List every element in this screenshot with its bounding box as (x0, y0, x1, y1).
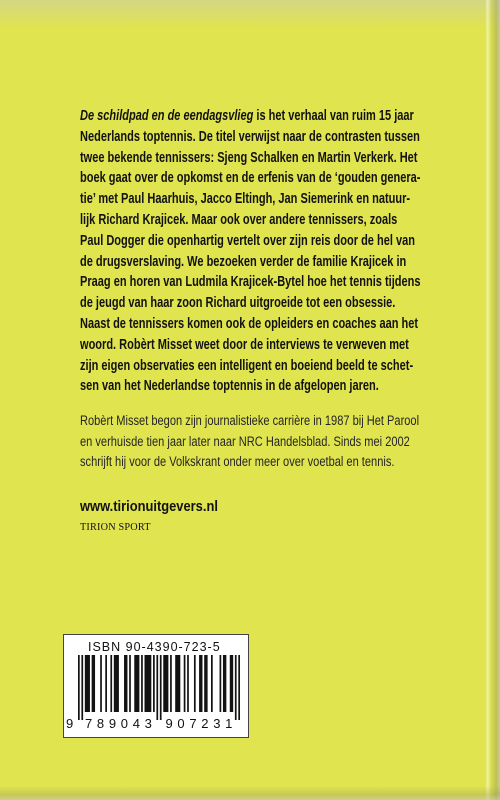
isbn-barcode (63, 634, 249, 738)
barcode-bar (134, 655, 139, 712)
barcode-bar (223, 655, 226, 712)
barcode-bar (92, 655, 95, 712)
isbn-label: ISBN 90-4390-723-5 (88, 640, 221, 654)
barcode-bar (145, 655, 152, 712)
barcode-bar (129, 655, 131, 712)
blurb-paragraph (80, 106, 420, 397)
barcode-bar (100, 655, 102, 712)
blurb-line: sen van het Nederlandse toptennis in de afgelopen jaren. (80, 378, 379, 395)
bio-line: en verhuisde tien jaar later naar NRC Handelsblad. Sinds mei 2002 (80, 433, 410, 449)
blurb-line: zijn eigen observaties een intelligent en boeiend beeld te schet- (80, 357, 414, 374)
barcode-guard-bar (238, 655, 240, 720)
barcode-bar (184, 655, 186, 712)
barcode-bar (220, 655, 222, 712)
barcode-bar (194, 655, 196, 712)
barcode-bar (211, 655, 213, 712)
barcode-guard-bar (81, 655, 83, 720)
barcode-bar (199, 655, 202, 712)
barcode-bar (204, 655, 207, 712)
barcode-bar (170, 655, 172, 712)
barcode-bar (153, 655, 155, 712)
scan-top-edge (0, 0, 500, 28)
blurb-line: Praag en horen van Ludmila Krajicek-Bytel hoe het tennis tijdens (80, 274, 421, 291)
blurb-line: de drugsverslaving. We bezoeken verder de familie Krajicek in (80, 253, 407, 270)
barcode-digits-right: 907231 (165, 716, 238, 731)
barcode-bar (163, 655, 168, 712)
barcode-guard-bar (78, 655, 80, 720)
author-bio (80, 411, 419, 473)
publisher-website: www.tirionuitgevers.nl (80, 499, 218, 515)
blurb-line: Nederlands toptennis. De titel verwijst naar de contrasten tussen (80, 128, 420, 145)
barcode-bar (85, 655, 90, 712)
barcode-bar (110, 655, 112, 712)
book-right-edge (485, 0, 500, 800)
barcode-digit-prefix: 9 (66, 716, 74, 731)
blurb-line: tie’ met Paul Haarhuis, Jacco Eltingh, Jan Siemerink en natuur- (80, 191, 411, 208)
barcode-bar (187, 655, 189, 712)
bio-line: Robèrt Misset begon zijn journalistieke carrière in 1987 bij Het Parool (80, 413, 420, 428)
blurb-line: lijk Richard Krajicek. Maar ook over andere tennissers, zoals (80, 211, 398, 228)
book-bottom-edge (0, 786, 500, 800)
bio-line: schrijft hij voor de Volkskrant onder meer over voetbal en tennis. (80, 454, 395, 469)
barcode-guard-bar (160, 655, 162, 720)
barcode-digits-left: 789043 (85, 716, 157, 731)
barcode-bar (175, 655, 180, 712)
blurb-line-text: is het verhaal van ruim 15 jaar (256, 108, 414, 124)
barcode-bar (230, 655, 233, 712)
blurb-line: Paul Dogger die openhartig vertelt over zijn reis door de hel van (80, 232, 415, 249)
blurb-line (80, 106, 420, 127)
barcode-bars (78, 655, 240, 721)
blurb-line: Naast de tennissers komen ook de opleiders en coaches aan het (80, 315, 419, 332)
blurb-line: de jeugd van haar zoon Richard uitgroeide tot een obsessie. (80, 295, 396, 312)
blurb-line: boek gaat over de opkomst en de erfenis van de ‘gouden genera- (80, 170, 421, 187)
book-title: De schildpad en de eendagsvlieg (80, 108, 254, 124)
barcode-guard-bar (156, 655, 158, 720)
barcode-bar (105, 655, 107, 712)
barcode-bar (114, 655, 119, 712)
publisher-imprint: TIRION SPORT (80, 521, 151, 533)
blurb-line: woord. Robèrt Misset weet door de interviews te verweven met (80, 336, 409, 353)
barcode-bar (124, 655, 127, 712)
barcode-guard-bar (235, 655, 237, 720)
blurb-line: twee bekende tennissers: Sjeng Schalken en Martin Verkerk. Het (80, 149, 418, 166)
barcode-bar (141, 655, 143, 712)
